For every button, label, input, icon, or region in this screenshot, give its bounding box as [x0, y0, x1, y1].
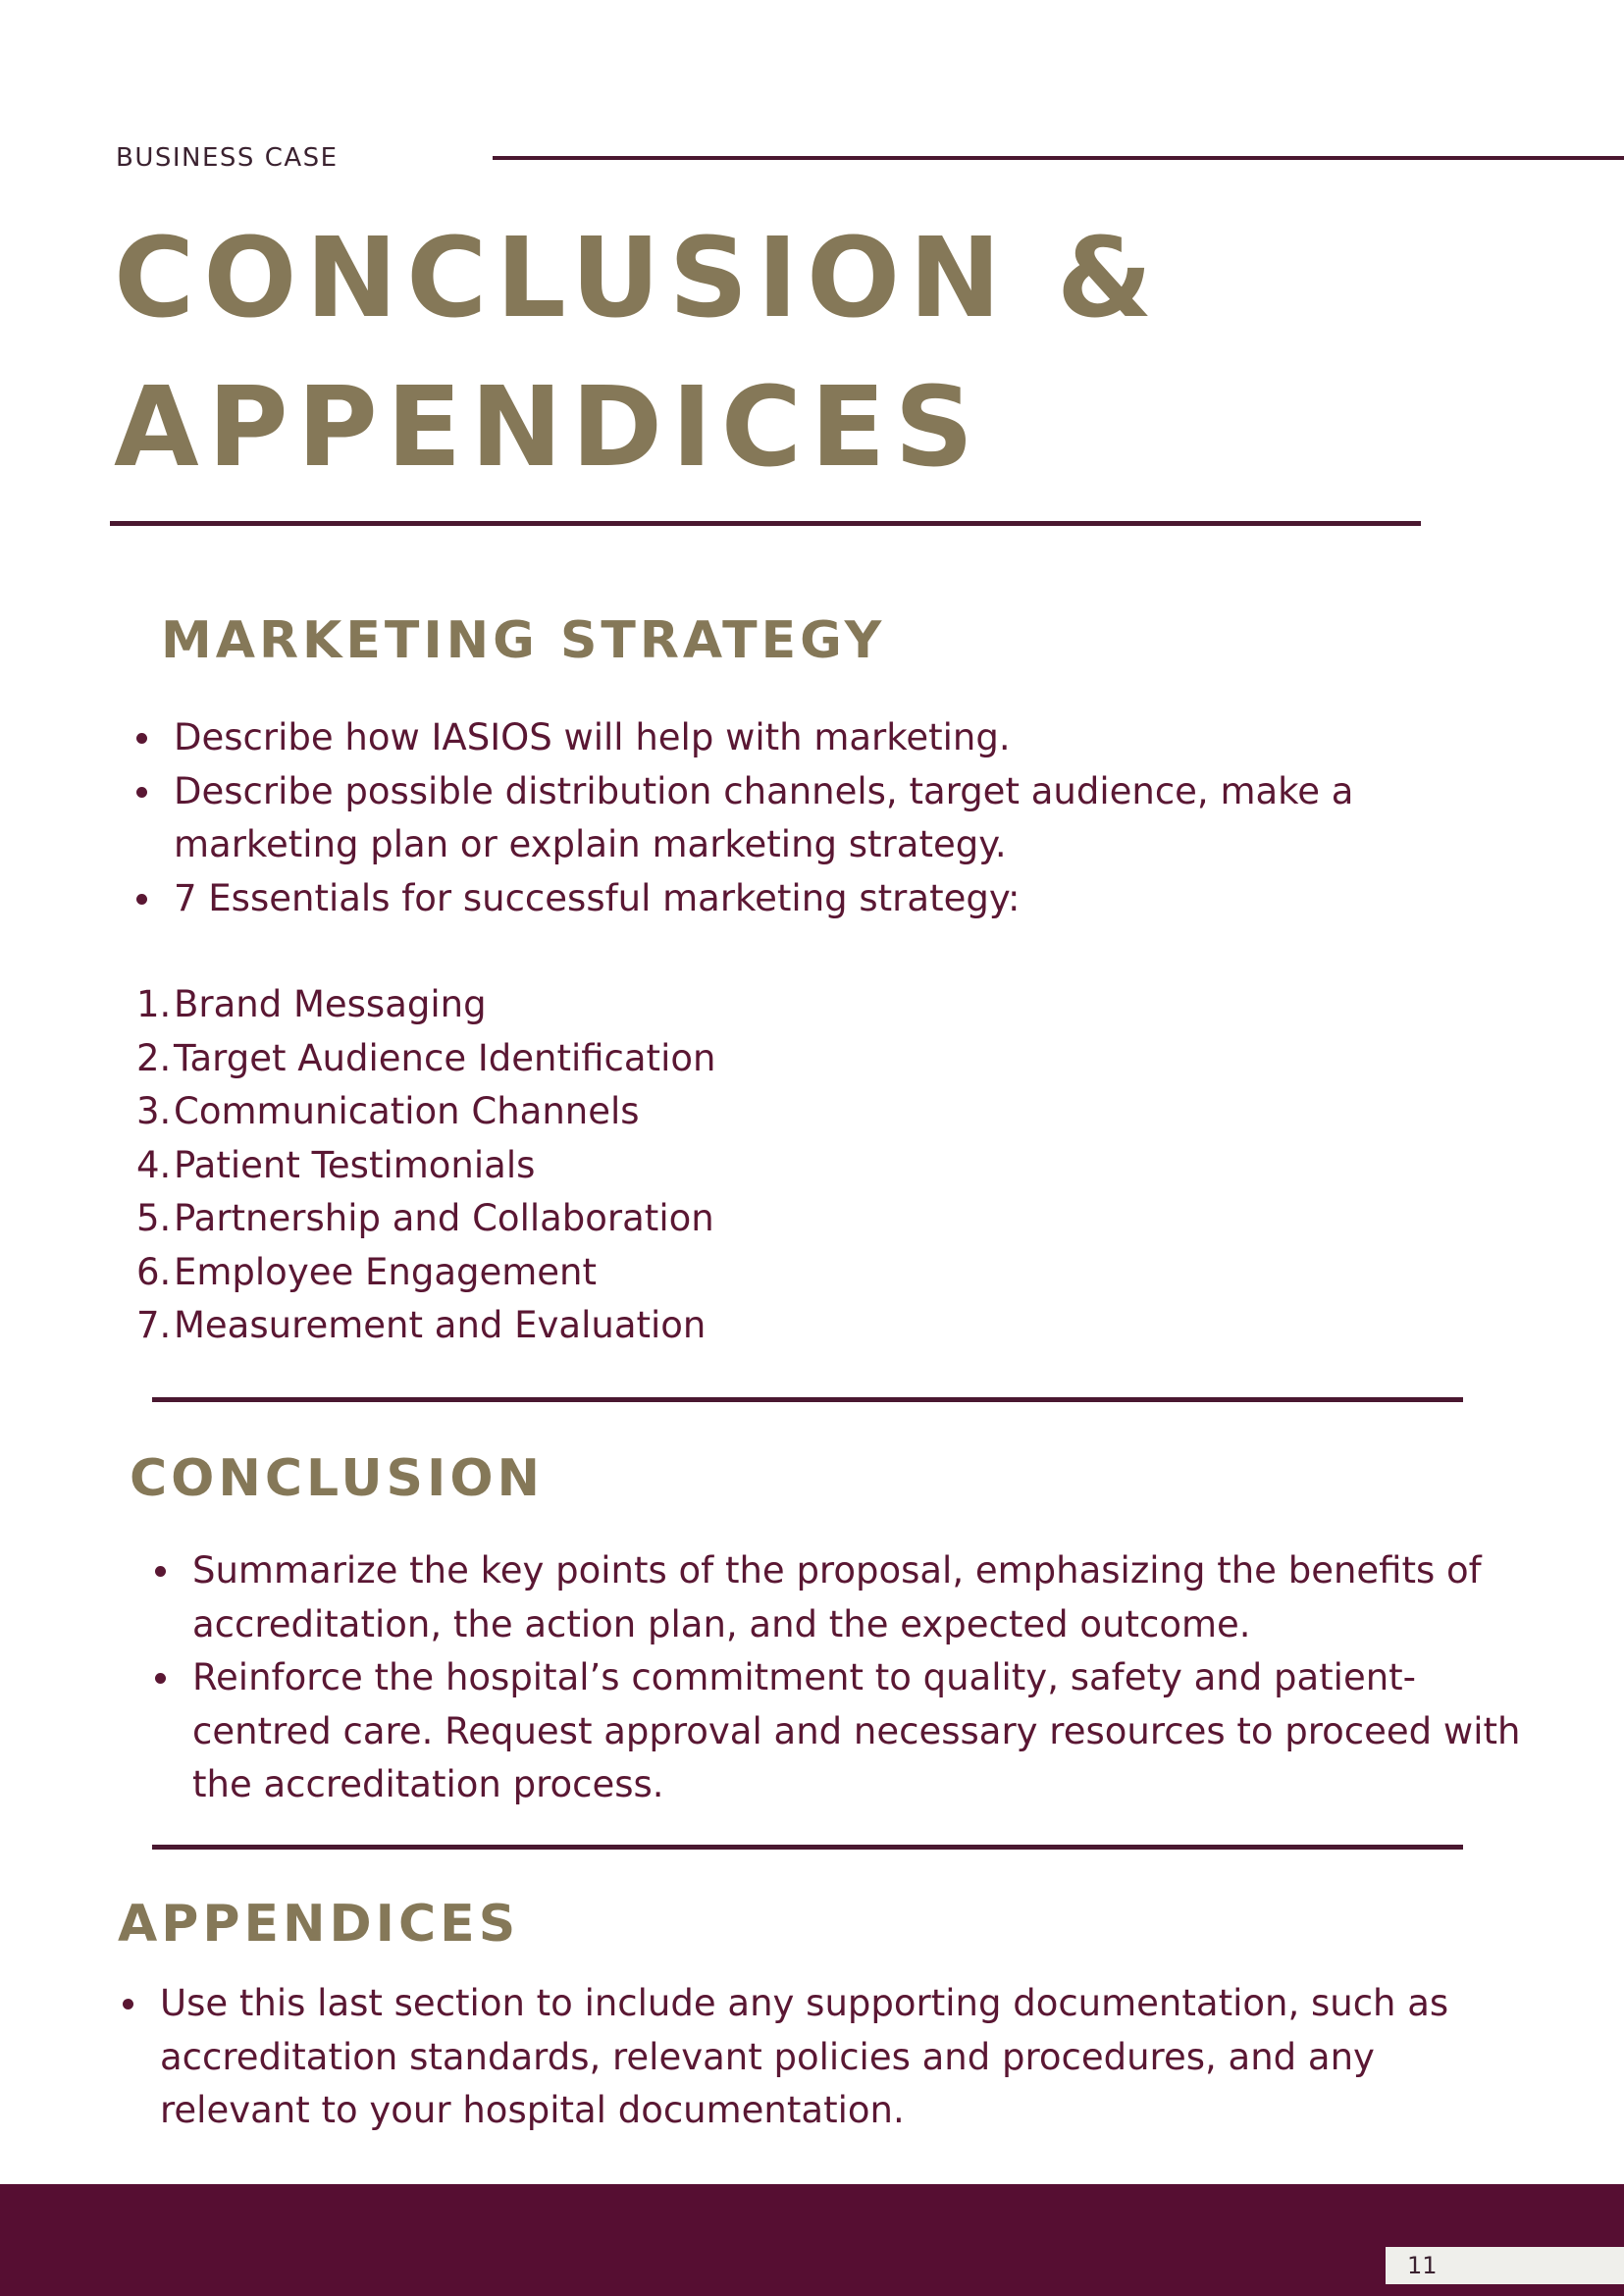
- list-item: Use this last section to include any supporting documentation, such as accreditation standards, relevant policies and procedures, and any relevant to your hospital documentation.: [160, 1977, 1534, 2138]
- conclusion-heading: CONCLUSION: [130, 1449, 545, 1508]
- marketing-bullet-list: [174, 711, 1547, 925]
- list-item-text: Partnership and Collaboration: [174, 1197, 714, 1239]
- list-item-text: Patient Testimonials: [174, 1143, 536, 1186]
- title-divider: [110, 521, 1421, 526]
- list-item: [136, 1139, 1155, 1193]
- appendices-heading: APPENDICES: [118, 1895, 520, 1954]
- list-item: Describe how IASIOS will help with marketing.: [174, 711, 1547, 765]
- list-item-text: Target Audience Identification: [174, 1036, 716, 1079]
- list-item: Summarize the key points of the proposal, emphasizing the benefits of accreditation, the action plan, and the expected outcome.: [192, 1544, 1546, 1651]
- list-item-text: Brand Messaging: [174, 983, 487, 1025]
- section-divider: [152, 1397, 1463, 1402]
- list-item-text: Employee Engagement: [174, 1250, 598, 1293]
- list-item-number: 6.: [136, 1250, 172, 1293]
- list-item-number: 4.: [136, 1143, 172, 1186]
- marketing-strategy-heading: MARKETING STRATEGY: [161, 611, 886, 670]
- list-item-number: 1.: [136, 983, 172, 1025]
- list-item-number: 2.: [136, 1036, 172, 1079]
- section-divider: [152, 1845, 1463, 1850]
- list-item: Describe possible distribution channels, target audience, make a marketing plan or explain marketing strategy.: [174, 765, 1547, 872]
- list-item-number: 5.: [136, 1197, 172, 1239]
- conclusion-bullet-list: [192, 1544, 1546, 1812]
- document-section-label: BUSINESS CASE: [116, 143, 339, 173]
- list-item-number: 7.: [136, 1304, 172, 1346]
- list-item-text: Measurement and Evaluation: [174, 1304, 707, 1346]
- list-item: [136, 1299, 1155, 1353]
- list-item: Reinforce the hospital’s commitment to quality, safety and patient-centred care. Request approval and necessary resources to proceed with the accreditation process.: [192, 1651, 1546, 1812]
- list-item: [136, 1246, 1155, 1300]
- appendices-bullet-list: [160, 1977, 1534, 2138]
- page-number-box: [1386, 2247, 1624, 2284]
- page-title-line-1: CONCLUSION &: [114, 215, 1162, 342]
- list-item: [136, 1192, 1155, 1246]
- marketing-essentials-list: [136, 978, 1155, 1353]
- list-item: [136, 978, 1155, 1032]
- page-number: 11: [1407, 2252, 1438, 2279]
- page-title: [114, 204, 1162, 502]
- list-item: [136, 1032, 1155, 1086]
- footer-band: [0, 2184, 1624, 2296]
- list-item-text: Communication Channels: [174, 1090, 640, 1132]
- header-divider: [493, 156, 1624, 160]
- list-item-number: 3.: [136, 1090, 172, 1132]
- page-title-line-2: APPENDICES: [114, 364, 983, 492]
- list-item: [136, 1085, 1155, 1139]
- list-item: 7 Essentials for successful marketing strategy:: [174, 872, 1547, 926]
